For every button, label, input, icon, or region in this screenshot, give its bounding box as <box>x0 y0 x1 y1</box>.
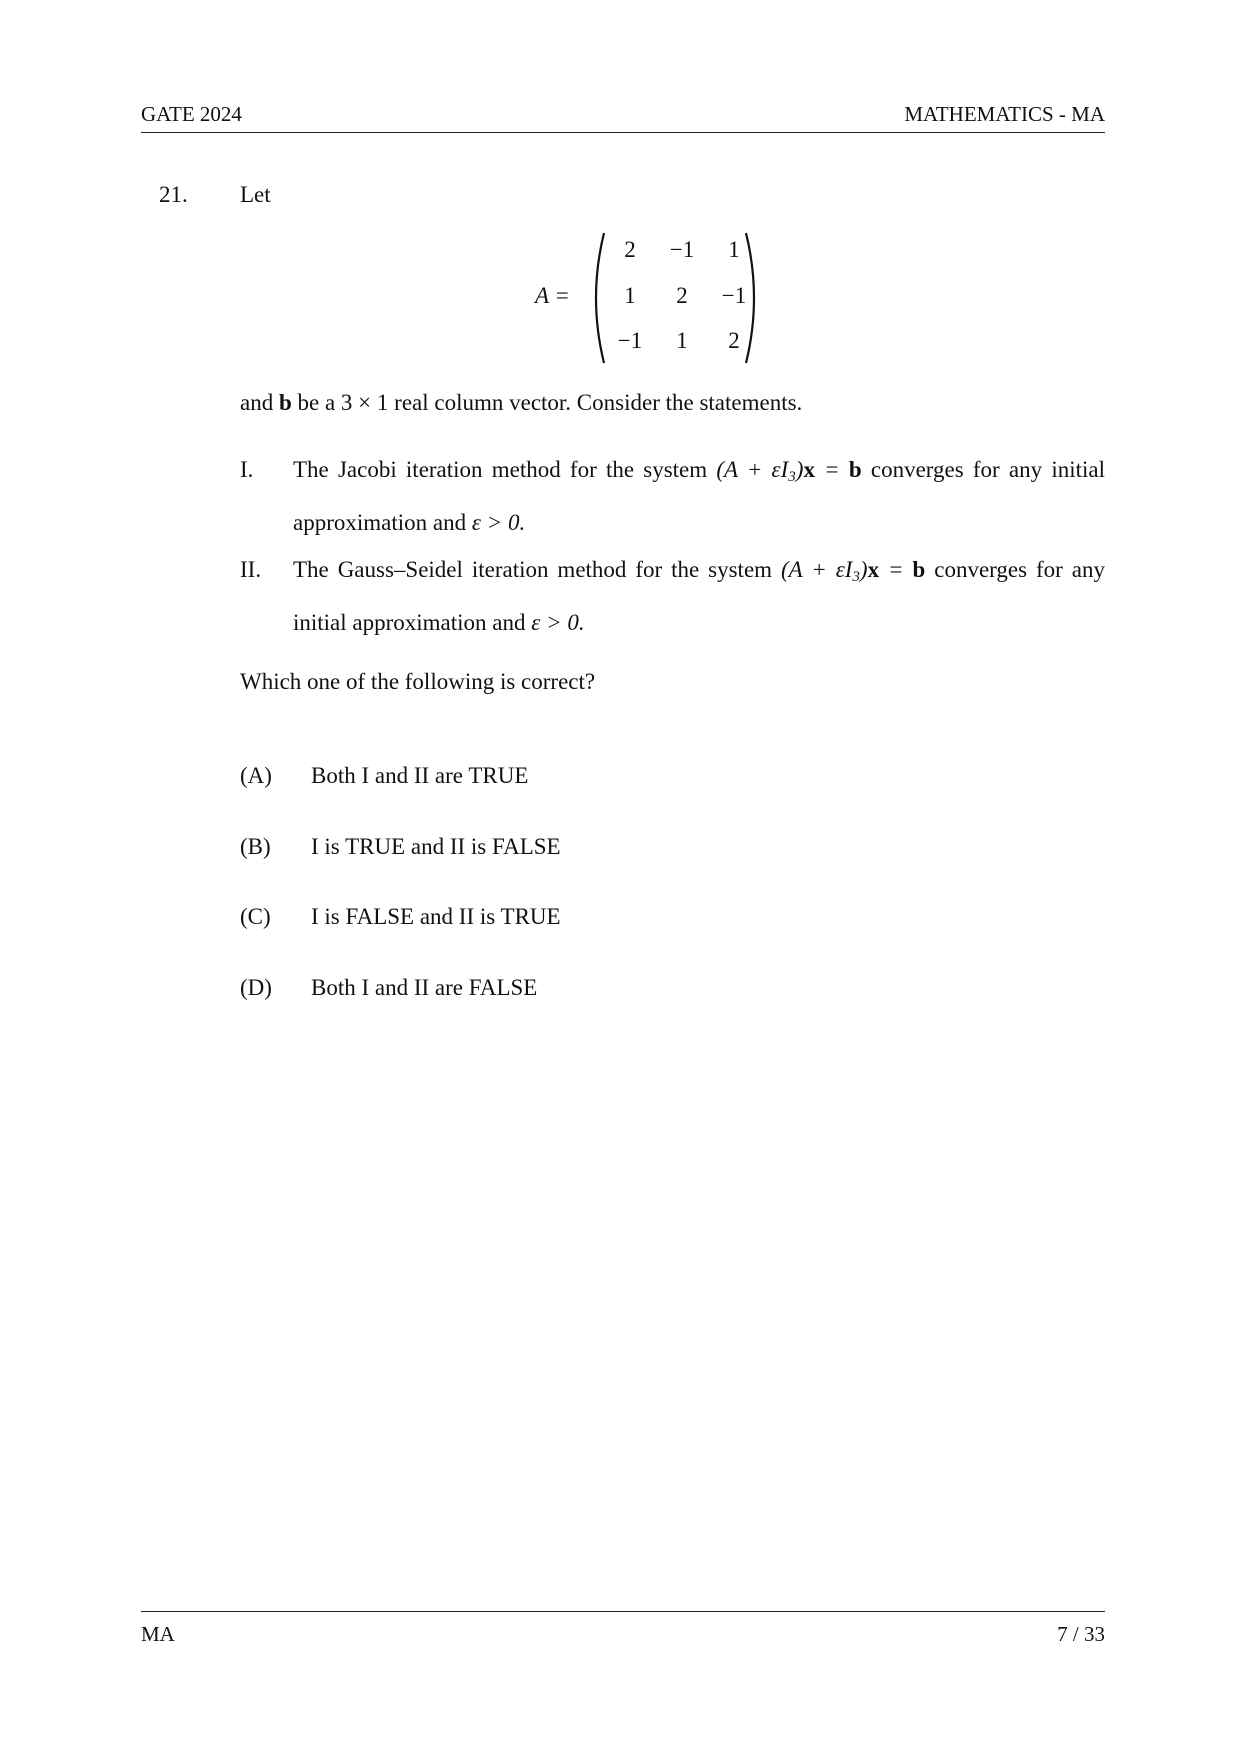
right-paren <box>746 233 754 363</box>
option-label: (D) <box>240 975 272 1000</box>
question-number: 21. <box>159 182 188 207</box>
matrix-label: A = <box>535 283 570 308</box>
matrix-cell: 2 <box>624 237 636 262</box>
matrix-cell: 1 <box>676 328 688 353</box>
subject-title: MATHEMATICS - MA <box>904 102 1105 126</box>
page-footer <box>141 1611 1105 1652</box>
option-text: I is FALSE and II is TRUE <box>311 904 561 929</box>
question-prompt: Which one of the following is correct? <box>240 669 596 694</box>
vector-b: b <box>278 390 292 415</box>
page-number: 7 / 33 <box>1057 1622 1105 1646</box>
matrix-cell: 1 <box>728 237 740 262</box>
matrix-cell: 2 <box>728 328 740 353</box>
option-text: Both I and II are FALSE <box>311 975 538 1000</box>
matrix-cell: −1 <box>721 283 747 308</box>
system-expression: (A + εI3)x = b <box>716 457 862 485</box>
system-expression: (A + εI3)x = b <box>781 557 926 585</box>
matrix-cell: −1 <box>669 237 695 262</box>
question-stem: and b be a 3 × 1 real column vector. Consider the statements. <box>240 390 803 415</box>
question-intro: Let <box>240 182 271 207</box>
exam-title: GATE 2024 <box>141 102 242 126</box>
page-header <box>141 100 1105 133</box>
left-paren <box>596 233 604 363</box>
matrix-cell: 1 <box>624 283 636 308</box>
statement-marker: II. <box>240 557 262 582</box>
option-label: (A) <box>240 763 272 788</box>
option-label: (C) <box>240 904 271 929</box>
matrix-cell: −1 <box>617 328 643 353</box>
option-text: Both I and II are TRUE <box>311 763 529 788</box>
statement-marker: I. <box>240 457 254 482</box>
paper-code: MA <box>141 1622 175 1646</box>
option-label: (B) <box>240 834 271 859</box>
matrix-cell: 2 <box>676 283 688 308</box>
statement-text: The Gauss–Seidel iteration method for the system (A + εI3)x = b converges for any initial approximation and ε > 0. <box>293 557 1105 635</box>
matrix-definition <box>535 227 765 369</box>
option-text: I is TRUE and II is FALSE <box>311 834 561 859</box>
matrix <box>590 227 760 369</box>
statement-text: The Jacobi iteration method for the system (A + εI3)x = b converges for any initial approximation and ε > 0. <box>293 457 1105 535</box>
